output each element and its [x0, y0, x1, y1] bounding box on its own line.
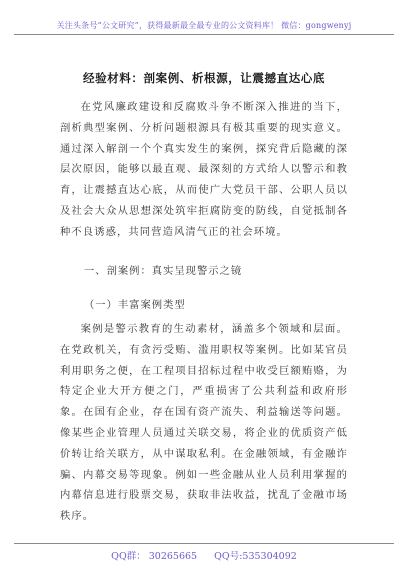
footer-divider — [14, 543, 394, 544]
header-note: 关注头条号“公文研究”，获得最新最全最专业的公文资料库！ 微信：gongwenyj — [56, 21, 352, 30]
document-title: 经验材料：剖案例、析根源，让震撼直达心底 — [83, 71, 325, 85]
header-divider — [14, 34, 394, 35]
paragraph-case-types: 案例是警示教育的生动素材，涵盖多个领域和层面。在党政机关，有贪污受贿、滥用职权等案例。比如某官员利用职务之便，在工程项目招标过程中收受巨额贿赂，为特定企业大开方便之门，严重损害了公共利益和政府形象。在国有企业，存在国有资产流失、利益输送等问题。像某些企业管理人员通过关联交易，将企业的优质资产低价转让给关联方，从中谋取私利。在金融领域，有金融诈骗、内幕交易等现象。例如一些金融从业人员利用掌握的内幕信息进行股票交易，获取非法收益，扰乱了金融市场秩序。 — [60, 323, 348, 523]
section-heading: 一、剖案例：真实呈现警示之镜 — [84, 265, 243, 277]
sub-heading: （一）丰富案例类型 — [84, 299, 186, 311]
footer-qq-group: QQ群： 30265665 — [111, 551, 198, 562]
footer-qq-number: QQ号:535304092 — [214, 551, 297, 562]
footer — [0, 548, 408, 562]
paragraph-intro: 在党风廉政建设和反腐败斗争不断深入推进的当下，剖析典型案例、分析问题根源具有极其重要的现实意义。通过深入解剖一个个真实发生的案例，探究背后隐藏的深层次原因，能够以最直观、最深刻的方式给人以警示和教育，让震撼直达心底，从而使广大党员干部、公职人员以及社会大众从思想深处筑牢拒腐防变的防线，自觉抵制各种不良诱惑，共同营造风清气正的社会环境。 — [60, 101, 348, 238]
